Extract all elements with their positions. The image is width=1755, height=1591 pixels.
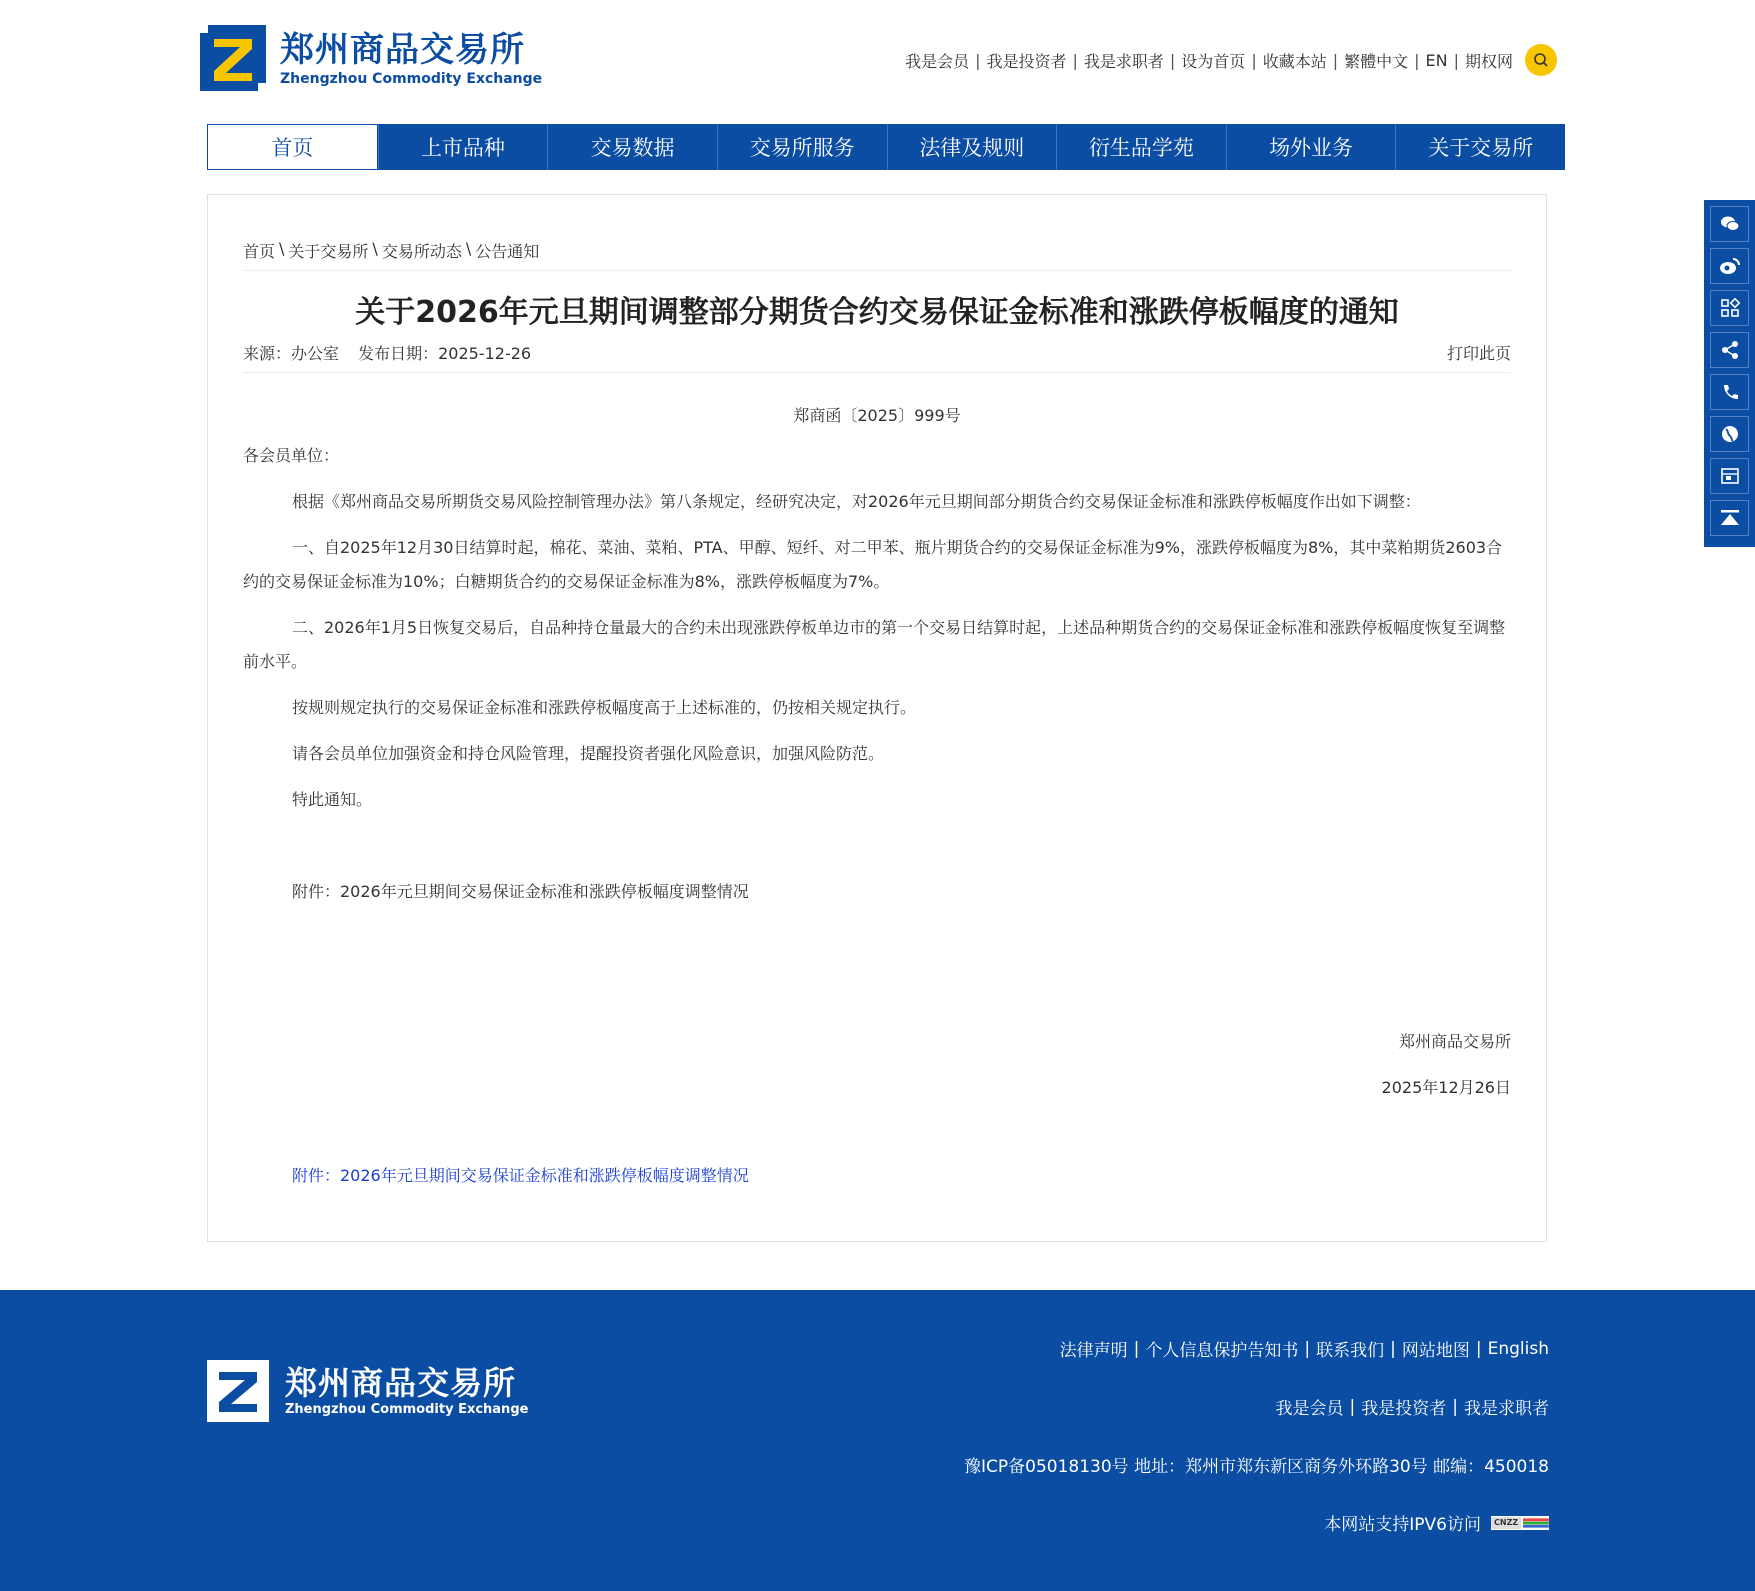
site-header — [0, 0, 1755, 124]
footer-link-legal[interactable]: 法律声明 — [1059, 1341, 1128, 1361]
side-app-download-button[interactable] — [1710, 458, 1749, 494]
footer-ipv6 — [1324, 1510, 1549, 1535]
divider — [243, 372, 1511, 373]
main-nav — [207, 124, 1565, 170]
paragraph: 按规则规定执行的交易保证金标准和涨跌停板幅度高于上述标准的，仍按相关规定执行。 — [292, 698, 917, 717]
logo-title-en: Zhengzhou Commodity Exchange — [280, 71, 543, 87]
top-link-member[interactable]: 我是会员 — [905, 51, 970, 71]
side-share-button[interactable] — [1710, 332, 1749, 368]
side-weibo-button[interactable] — [1710, 248, 1749, 284]
paragraph: 根据《郑州商品交易所期货交易风险控制管理办法》第八条规定，经研究决定，对2026年元旦期间部分期货合约交易保证金标准和涨跌停板幅度作出如下调整： — [292, 492, 1421, 511]
top-link-bookmark[interactable]: 收藏本站 — [1262, 51, 1327, 71]
footer-links-primary: 法律声明 | 个人信息保护告知书 | 联系我们 | 网站地图 | English — [1060, 1336, 1549, 1361]
nav-item-services[interactable]: 交易所服务 — [717, 124, 887, 170]
nav-item-about[interactable]: 关于交易所 — [1395, 124, 1565, 170]
nav-item-products[interactable]: 上市品种 — [378, 124, 548, 170]
breadcrumb-notices[interactable]: 公告通知 — [475, 242, 540, 261]
nav-item-home[interactable]: 首页 — [207, 124, 378, 170]
article-date: 发布日期：2025-12-26 — [358, 344, 532, 363]
share-icon — [1720, 340, 1740, 360]
attachment-link[interactable]: 附件：2026年元旦期间交易保证金标准和涨跌停板幅度调整情况 — [292, 1166, 749, 1185]
footer-logo[interactable] — [207, 1360, 528, 1422]
footer-links-secondary: 我是会员 | 我是投资者 | 我是求职者 — [1276, 1394, 1549, 1419]
sign-date: 2025年12月26日 — [1381, 1078, 1511, 1097]
nav-item-otc[interactable]: 场外业务 — [1226, 124, 1396, 170]
attachment-note: 附件：2026年元旦期间交易保证金标准和涨跌停板幅度调整情况 — [292, 882, 749, 901]
top-link-english[interactable]: EN — [1425, 50, 1448, 70]
footer-logo-en: Zhengzhou Commodity Exchange — [285, 1402, 529, 1417]
cnnic-label: CNZZ — [1491, 1517, 1521, 1529]
footer-logo-cn: 郑州商品交易所 — [285, 1364, 517, 1402]
top-link-traditional-chinese[interactable]: 繁體中文 — [1344, 51, 1409, 71]
wechat-icon — [1720, 215, 1740, 233]
icp-text: 豫ICP备05018130号 地址：郑州市郑东新区商务外环路30号 邮编：450018 — [964, 1457, 1549, 1477]
signature: 郑州商品交易所 — [1398, 1032, 1511, 1051]
globe-icon — [1720, 424, 1740, 444]
breadcrumb: 首页 \ 关于交易所 \ 交易所动态 \ 公告通知 — [243, 239, 540, 261]
search-button[interactable] — [1525, 44, 1557, 76]
top-links: 我是会员 | 我是投资者 | 我是求职者 | 设为首页 | 收藏本站 | 繁體中文 | EN | 期权网 — [905, 44, 1557, 76]
side-wechat-button[interactable] — [1710, 206, 1749, 242]
article-body — [243, 439, 1513, 909]
top-link-investor[interactable]: 我是投资者 — [986, 51, 1067, 71]
logo-mark-icon — [200, 25, 266, 93]
breadcrumb-home[interactable]: 首页 — [243, 242, 276, 261]
site-footer — [0, 1290, 1755, 1591]
footer-link-english[interactable]: English — [1487, 1338, 1549, 1359]
top-link-jobseeker[interactable]: 我是求职者 — [1083, 51, 1164, 71]
footer-icp — [964, 1452, 1549, 1477]
nav-item-academy[interactable]: 衍生品学苑 — [1056, 124, 1226, 170]
site-logo[interactable] — [200, 25, 542, 93]
cnnic-stripes-icon — [1523, 1518, 1549, 1528]
side-phone-button[interactable] — [1710, 374, 1749, 410]
grid-icon — [1720, 298, 1740, 318]
side-apps-button[interactable] — [1710, 290, 1749, 326]
paragraph: 请各会员单位加强资金和持仓风险管理，提醒投资者强化风险意识，加强风险防范。 — [292, 744, 885, 763]
print-link[interactable]: 打印此页 — [1446, 344, 1511, 363]
article-title: 关于2026年元旦期间调整部分期货合约交易保证金标准和涨跌停板幅度的通知 — [355, 295, 1399, 330]
top-link-set-homepage[interactable]: 设为首页 — [1181, 51, 1246, 71]
greeting: 各会员单位： — [243, 446, 340, 465]
side-back-to-top-button[interactable] — [1710, 500, 1749, 536]
logo-title-cn: 郑州商品交易所 — [280, 30, 525, 70]
paragraph: 特此通知。 — [292, 790, 373, 809]
side-toolbar — [1704, 200, 1755, 547]
footer-link-member[interactable]: 我是会员 — [1275, 1399, 1344, 1419]
top-link-options[interactable]: 期权网 — [1464, 51, 1513, 71]
article-meta — [243, 341, 545, 364]
document-number: 郑商函〔2025〕999号 — [793, 406, 961, 425]
phone-icon — [1720, 382, 1740, 402]
screen-icon — [1720, 466, 1740, 486]
side-globe-button[interactable] — [1710, 416, 1749, 452]
footer-link-sitemap[interactable]: 网站地图 — [1401, 1341, 1470, 1361]
footer-link-contact[interactable]: 联系我们 — [1316, 1341, 1385, 1361]
search-icon — [1533, 52, 1549, 68]
paragraph: 一、自2025年12月30日结算时起，棉花、菜油、菜粕、PTA、甲醇、短纤、对二甲苯、瓶片期货合约的交易保证金标准为9%，涨跌停板幅度为8%，其中菜粕期货2603合约的交易保证金标准为10%；白糖期货合约的交易保证金标准为8%，涨跌停板幅度为7%。 — [243, 538, 1503, 591]
nav-item-rules[interactable]: 法律及规则 — [887, 124, 1057, 170]
article-source: 来源：办公室 — [243, 344, 340, 363]
footer-link-privacy[interactable]: 个人信息保护告知书 — [1145, 1341, 1299, 1361]
footer-link-investor[interactable]: 我是投资者 — [1361, 1399, 1447, 1419]
weibo-icon — [1719, 257, 1741, 275]
arrow-up-icon — [1719, 508, 1741, 528]
divider — [243, 270, 1511, 271]
paragraph: 二、2026年1月5日恢复交易后，自品种持仓量最大的合约未出现涨跌停板单边市的第一个交易日结算时起，上述品种期货合约的交易保证金标准和涨跌停板幅度恢复至调整前水平。 — [243, 618, 1506, 671]
article-container — [207, 194, 1547, 1242]
ipv6-text: 本网站支持IPV6访问 — [1324, 1515, 1481, 1535]
footer-link-jobseeker[interactable]: 我是求职者 — [1464, 1399, 1549, 1419]
nav-item-trading-data[interactable]: 交易数据 — [547, 124, 717, 170]
cnnic-badge[interactable] — [1491, 1516, 1549, 1530]
footer-logo-mark-icon — [207, 1360, 269, 1422]
breadcrumb-news[interactable]: 交易所动态 — [381, 242, 462, 261]
breadcrumb-about[interactable]: 关于交易所 — [288, 242, 369, 261]
